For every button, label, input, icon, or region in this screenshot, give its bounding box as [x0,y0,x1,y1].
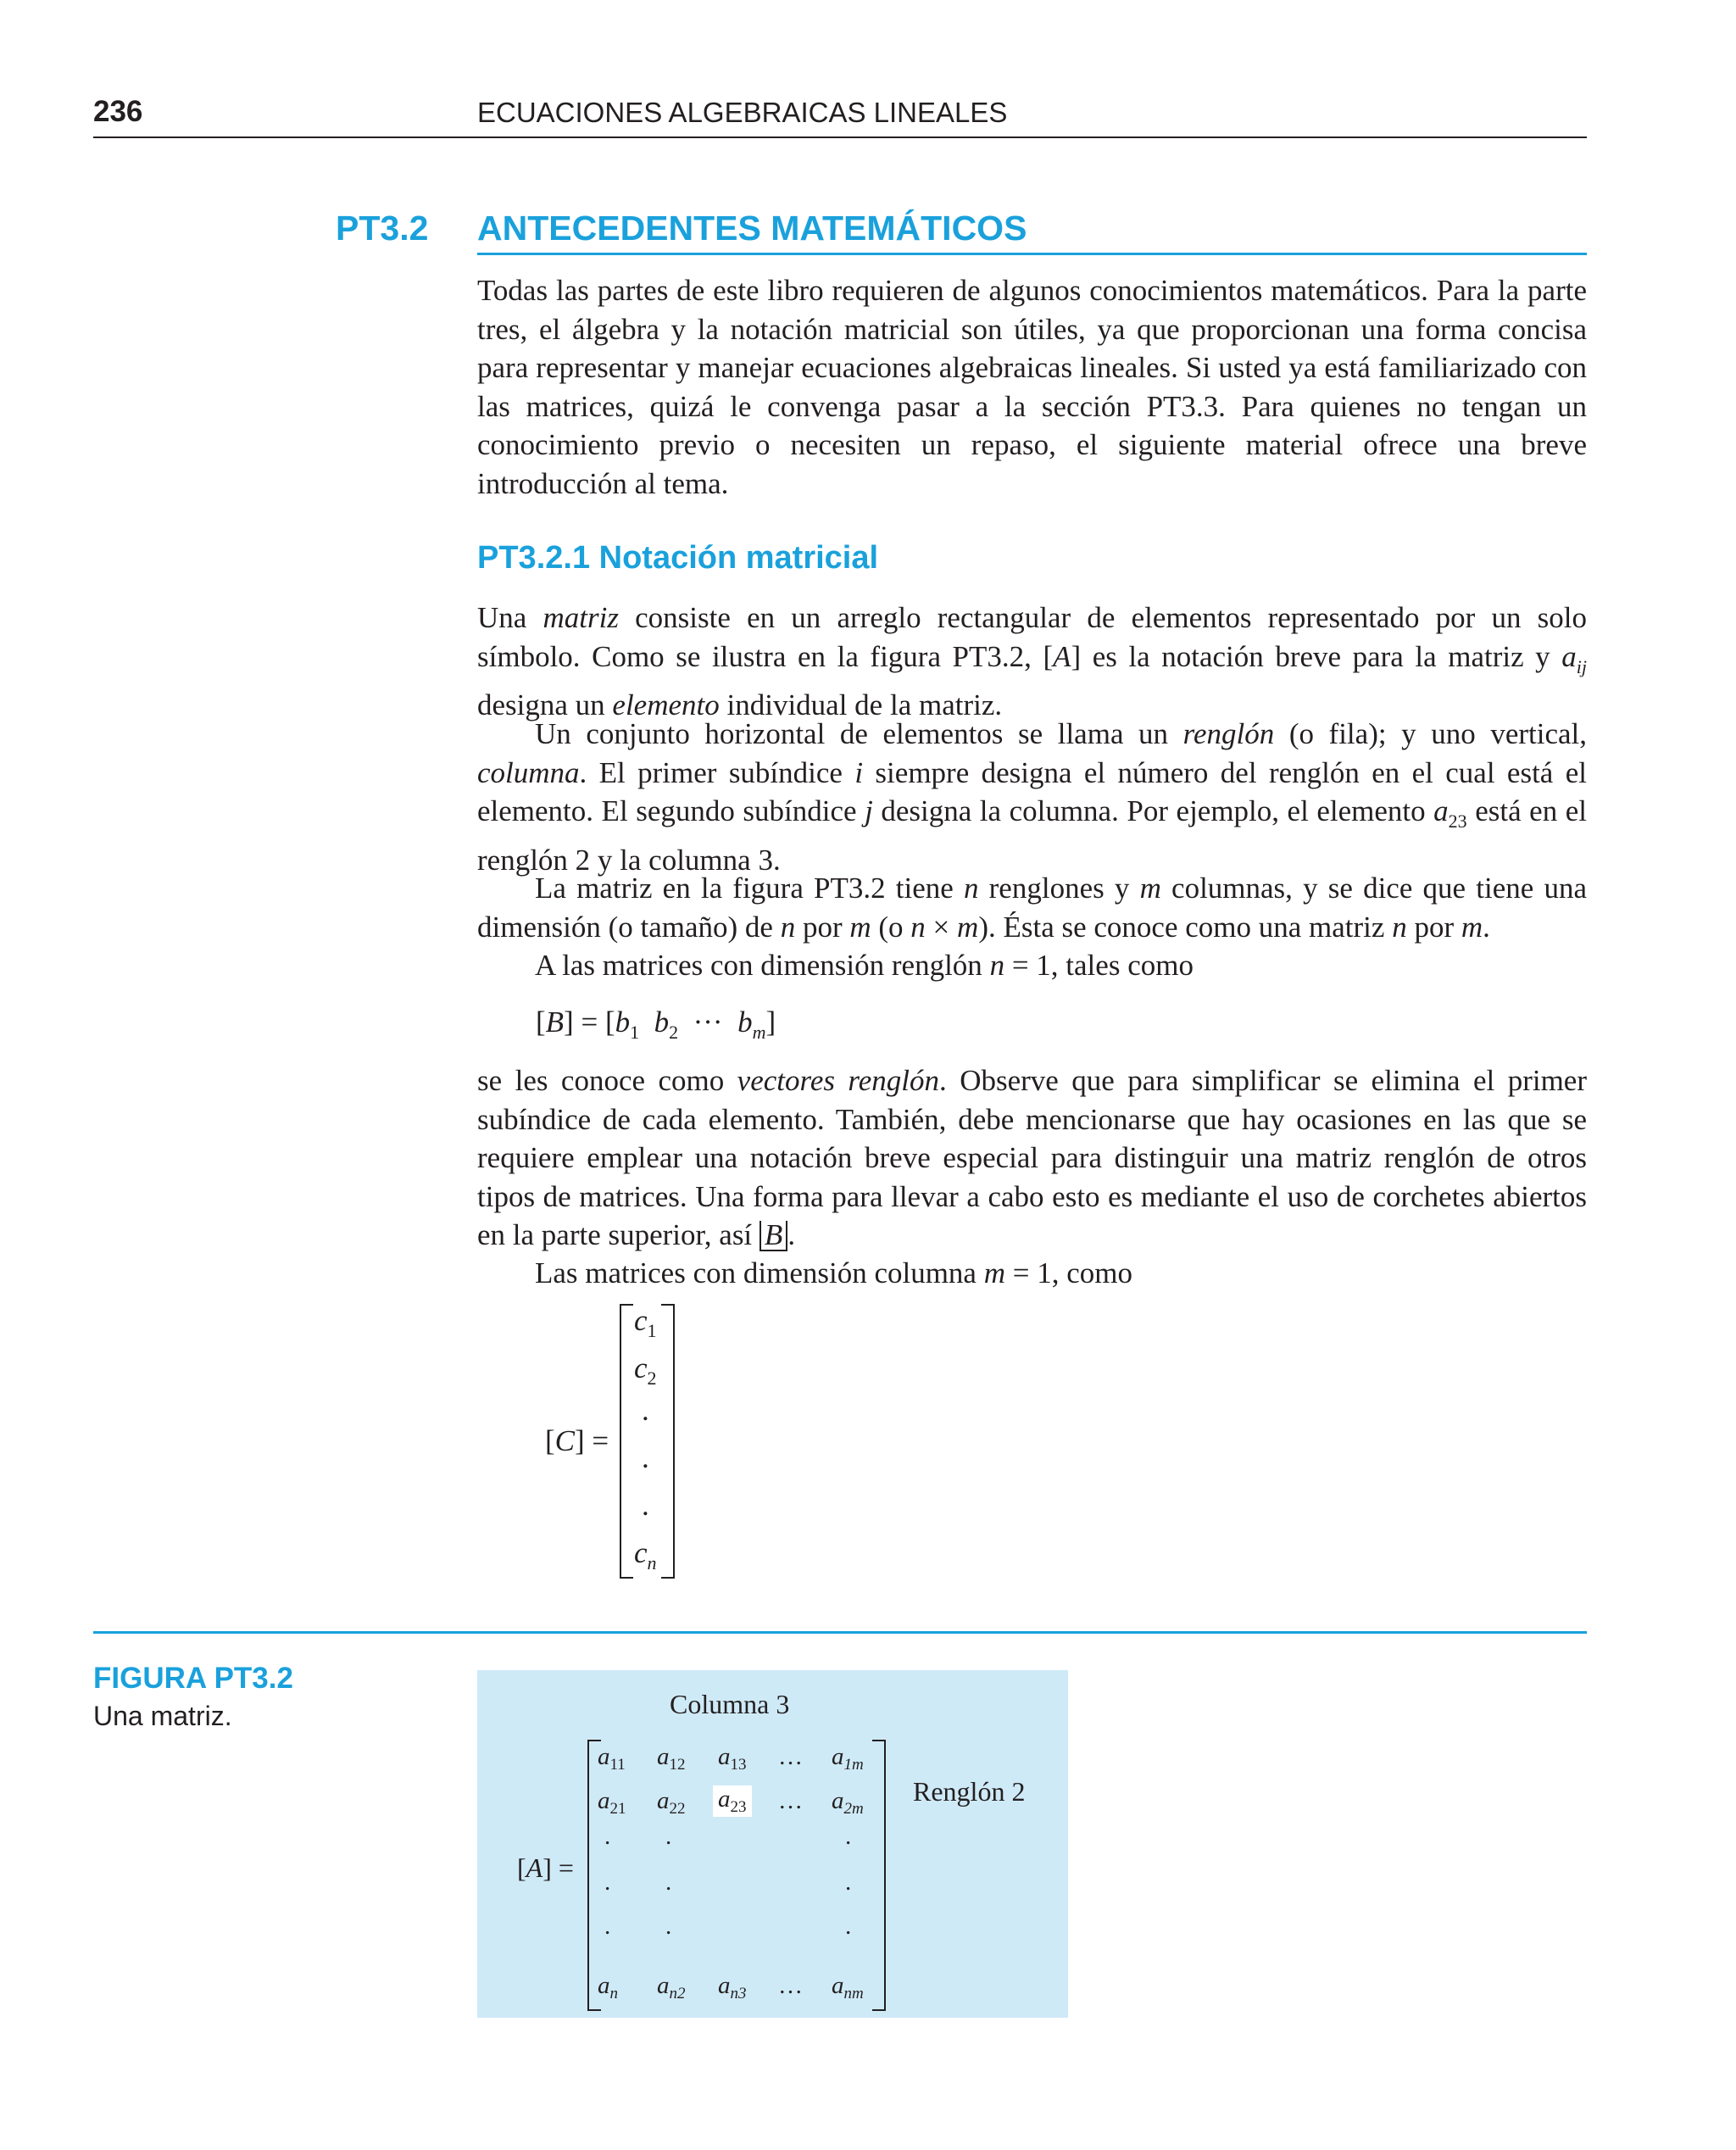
intro-paragraph: Todas las partes de este libro requieren de algunos conocimientos matemáticos. Para la parte tres, el álgebra y la notación matricial son útiles, ya que proporcionan una forma concisa para representar y manejar ecuaciones algebraicas lineales. Si usted ya está familiarizado con las matrices, quizá le convenga pasar a la sección PT3.3. Para quienes no tengan un conocimiento previo o necesiten un repaso, el siguiente material ofrece una breve introducción al tema. [477,274,1587,500]
vector-element-c1: $c_1$ [634,1304,657,1341]
paragraph-row-dimension: A las matrices con dimensión renglón n = 1, tales como [535,949,1194,982]
matrix-dot: . [665,1869,672,1896]
paragraph-renglon: Un conjunto horizontal de elementos se llama un renglón (o fila); y uno vertical, columna. El primer subíndice i siempre designa el número del renglón en el cual está el elemento. El segundo subíndice j designa la columna. Por ejemplo, el elemento $a_{23}$ está en el renglón 2 y la columna 3. [477,717,1587,877]
page-number: 236 [93,95,143,128]
header-rule [93,136,1587,138]
matrix-figure [477,1670,1068,2018]
vector-element-cn: $c_n$ [634,1536,657,1574]
figure-rule [93,1631,1587,1634]
matrix-dot: . [845,1869,852,1896]
running-title: ECUACIONES ALGEBRAICAS LINEALES [477,97,1008,128]
figure-caption: Una matriz. [93,1701,232,1731]
subsection-title: PT3.2.1 Notación matricial [477,540,879,576]
matrix-ellipsis: … [778,1972,803,1999]
paragraph-row-vectors: se les conoce como vectores renglón. Observe que para simplificar se elimina el primer subíndice de cada elemento. También, debe mencionarse que hay ocasiones en las que se requiere emplear una notación breve especial para distinguir una matriz renglón de otros tipos de matrices. Una forma para llevar a cabo esto es mediante el uso de corchetes abiertos en la parte superior, así B . [477,1064,1587,1251]
matrix-dot: . [845,1913,852,1940]
section-rule [477,253,1587,255]
matrix-element: $a_{n2}$ [657,1972,686,2002]
matrix-ellipsis: … [778,1743,803,1770]
matrix-right-bracket [872,1740,886,2011]
matrix-ellipsis: … [778,1787,803,1814]
vector-dot: . [642,1441,649,1474]
matrix-element: $a_{12}$ [657,1743,686,1774]
matrix-element: $a_n$ [598,1972,618,2002]
matrix-element: $a_{nm}$ [832,1972,864,2002]
paragraph-dimension: La matriz en la figura PT3.2 tiene n renglones y m columnas, y se dice que tiene una dimensión (o tamaño) de n por m (o n × m). Ésta se conoce como una matriz n por m. [477,872,1587,944]
vector-dot: . [642,1394,649,1427]
highlighted-element-a23: $a_{23}$ [713,1785,752,1817]
matrix-dot: . [845,1823,852,1850]
matrix-element: $a_{11}$ [598,1743,626,1774]
matrix-element: $a_{2m}$ [832,1787,864,1818]
matrix-element: $a_{n3}$ [718,1972,747,2002]
matrix-element: $a_{1m}$ [832,1743,864,1774]
row-vector-equation: $[B] = [b_1$ $b_2$ ··· $b_m$] [536,1005,776,1043]
vector-element-c2: $c_2$ [634,1351,657,1389]
matrix-dot: . [604,1823,611,1850]
matrix-lhs: [A] = [517,1852,574,1883]
column-vector-lhs: [C] = [545,1424,609,1457]
matrix-element: $a_{13}$ [718,1743,747,1774]
column-3-label: Columna 3 [670,1689,790,1719]
vector-dot: . [642,1489,649,1522]
row-2-label: Renglón 2 [913,1776,1026,1807]
matrix-element: $a_{21}$ [598,1787,626,1818]
paragraph-matriz: Una matriz consiste en un arreglo rectangular de elementos representado por un solo símbolo. Como se ilustra en la figura PT3.2, [A] es la notación breve para la matriz y $a_{ij}$ designa un elemento individual de la matriz. [477,601,1587,721]
matrix-dot: . [665,1823,672,1850]
matrix-dot: . [665,1913,672,1940]
matrix-element: $a_{22}$ [657,1787,686,1818]
section-title: ANTECEDENTES MATEMÁTICOS [477,209,1027,248]
column-vector-right-bracket [661,1304,675,1579]
figure-label: FIGURA PT3.2 [93,1662,293,1695]
section-number: PT3.2 [336,209,429,248]
column-vector-left-bracket [620,1304,633,1579]
paragraph-column-dimension: Las matrices con dimensión columna m = 1, como [535,1256,1132,1289]
matrix-dot: . [604,1913,611,1940]
matrix-left-bracket [587,1740,601,2011]
matrix-dot: . [604,1869,611,1896]
